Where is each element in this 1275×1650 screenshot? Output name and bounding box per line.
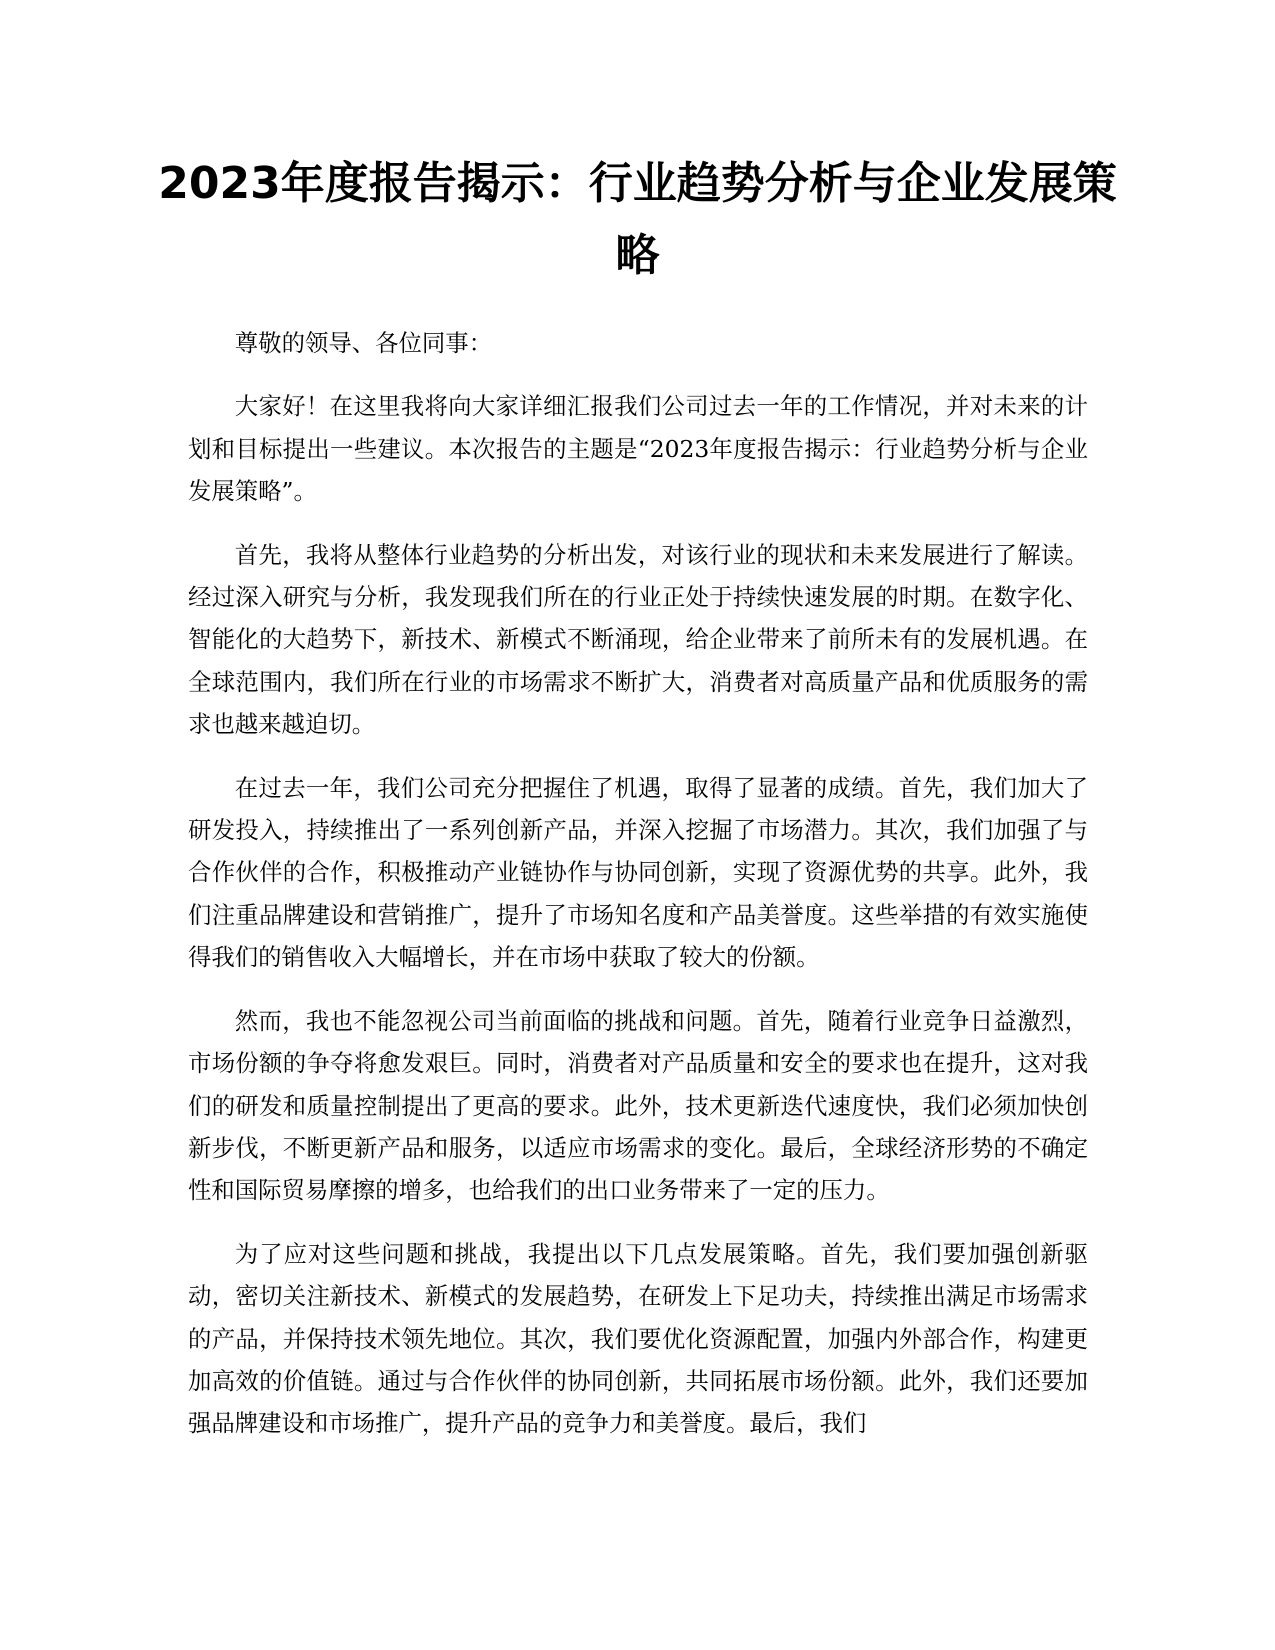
paragraph-challenges: 然而，我也不能忽视公司当前面临的挑战和问题。首先，随着行业竞争日益激烈，市场份额的争夺将愈发艰巨。同时，消费者对产品质量和安全的要求也在提升，这对我们的研发和质量控制提出了更高的要求。此外，技术更新迭代速度快，我们必须加快创新步伐，不断更新产品和服务，以适应市场需求的变化。最后，全球经济形势的不确定性和国际贸易摩擦的增多，也给我们的出口业务带来了一定的压力。 <box>188 1006 1088 1205</box>
document-title: 2023年度报告揭示：行业趋势分析与企业发展策略 <box>158 158 1117 281</box>
salutation: 尊敬的领导、各位同事： <box>234 329 493 357</box>
paragraph-achievements: 在过去一年，我们公司充分把握住了机遇，取得了显著的成绩。首先，我们加大了研发投入，持续推出了一系列创新产品，并深入挖掘了市场潜力。其次，我们加强了与合作伙伴的合作，积极推动产业链协作与协同创新，实现了资源优势的共享。此外，我们注重品牌建设和营销推广，提升了市场知名度和产品美誉度。这些举措的有效实施使得我们的销售收入大幅增长，并在市场中获取了较大的份额。 <box>188 773 1088 972</box>
document-body <box>188 322 1088 1466</box>
paragraph-intro: 大家好！在这里我将向大家详细汇报我们公司过去一年的工作情况，并对未来的计划和目标提出一些建议。本次报告的主题是“2023年度报告揭示：行业趋势分析与企业发展策略”。 <box>188 392 1088 506</box>
paragraph-industry-trend: 首先，我将从整体行业趋势的分析出发，对该行业的现状和未来发展进行了解读。经过深入研究与分析，我发现我们所在的行业正处于持续快速发展的时期。在数字化、智能化的大趋势下，新技术、新模式不断涌现，给企业带来了前所未有的发展机遇。在全球范围内，我们所在行业的市场需求不断扩大，消费者对高质量产品和优质服务的需求也越来越迫切。 <box>188 540 1088 739</box>
paragraph-strategies: 为了应对这些问题和挑战，我提出以下几点发展策略。首先，我们要加强创新驱动，密切关注新技术、新模式的发展趋势，在研发上下足功夫，持续推出满足市场需求的产品，并保持技术领先地位。其次，我们要优化资源配置，加强内外部合作，构建更加高效的价值链。通过与合作伙伴的协同创新，共同拓展市场份额。此外，我们还要加强品牌建设和市场推广，提升产品的竞争力和美誉度。最后，我们 <box>188 1239 1088 1438</box>
